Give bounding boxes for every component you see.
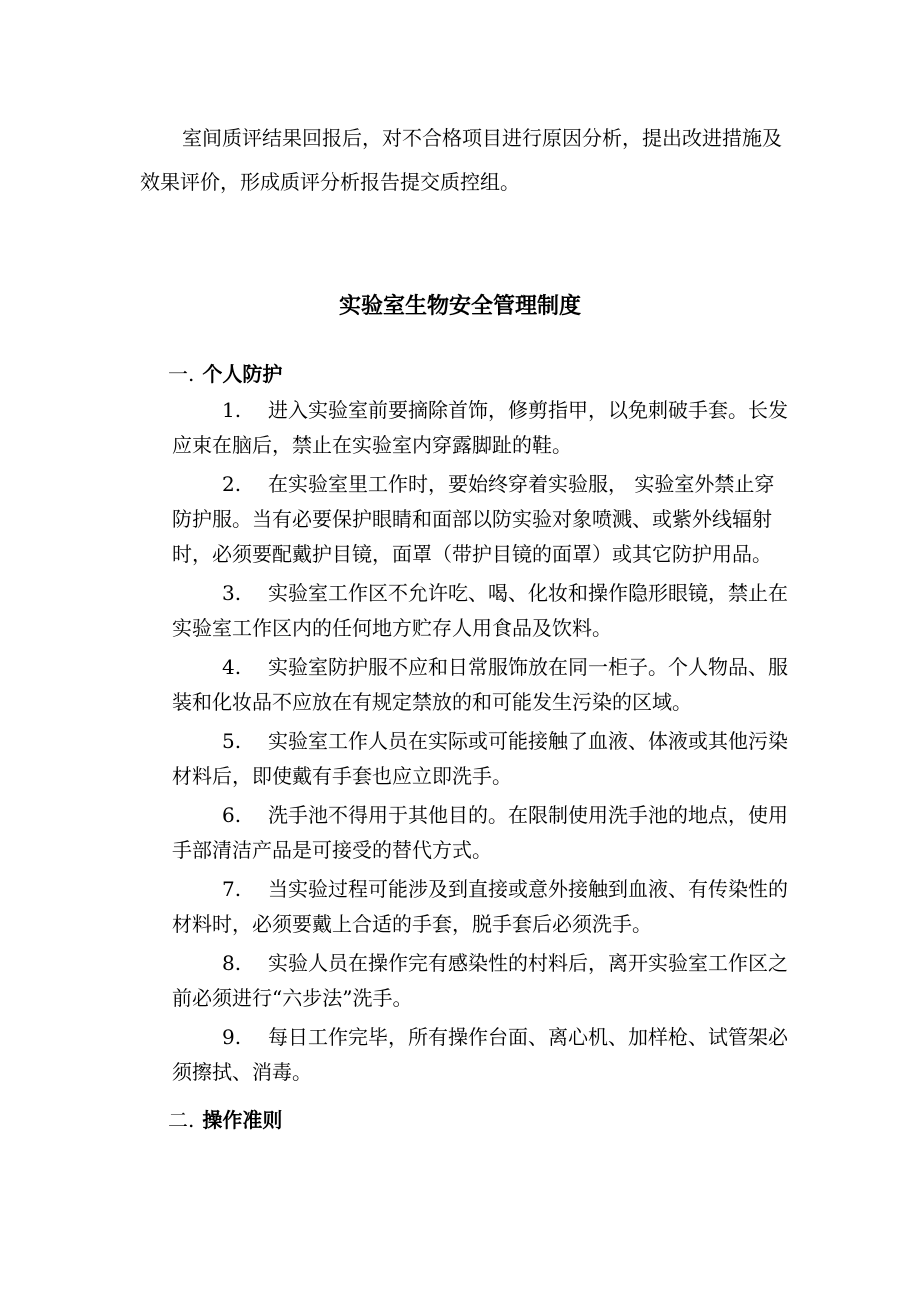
item-text: 每日工作完毕，所有操作台面、离心机、加样枪、试管架必须擦拭、消毒。 [172,1025,788,1084]
item-number: 2. [222,472,242,496]
item-text: 当实验过程可能涉及到直接或意外接触到血液、有传染性的材料时，必须要戴上合适的手套，脱手套后必须洗手。 [172,877,788,936]
list-item [172,872,794,942]
intro-text: 室间质评结果回报后，对不合格项目进行原因分析，提出改进措施及效果评价，形成质评分析报告提交质控组。 [140,126,782,194]
item-number: 3. [222,581,242,605]
item-number: 6. [222,803,242,827]
section-heading-text: 操作准则 [202,1108,283,1132]
item-number: 5. [222,729,242,753]
list-item [172,576,794,646]
list-item [172,724,794,794]
intro-paragraph [140,116,790,204]
item-text: 实验室防护服不应和日常服饰放在同一柜子。个人物品、服装和化妆品不应放在有规定禁放的和可能发生污染的区域。 [172,655,788,714]
item-text: 实验室工作人员在实际或可能接触了血液、体液或其他污染材料后，即使戴有手套也应立即洗手。 [172,729,788,788]
section-heading-text: 个人防护 [202,362,283,386]
list-item [172,946,794,1016]
item-text: 实验人员在操作完有感染性的村料后，离开实验室工作区之前必须进行“六步法”洗手。 [172,951,788,1010]
section-heading-personal-protection [168,358,282,390]
list-item [172,393,794,463]
item-number: 7. [222,877,242,901]
document-title: 实验室生物安全管理制度 [338,293,581,319]
section-number: 一. [168,362,195,386]
item-text: 实验室工作区不允许吃、喝、化妆和操作隐形眼镜，禁止在实验室工作区内的任何地方贮存人用食品及饮料。 [172,581,788,640]
personal-protection-list [172,393,794,1090]
section-number: 二. [168,1108,195,1132]
item-text: 进入实验室前要摘除首饰，修剪指甲，以免刺破手套。长发应束在脑后，禁止在实验室内穿露脚趾的鞋。 [172,398,788,457]
list-item [172,798,794,868]
item-text: 洗手池不得用于其他目的。在限制使用洗手池的地点，使用手部清洁产品是可接受的替代方式。 [172,803,788,862]
item-text: 在实验室里工作时，要始终穿着实验服， 实验室外禁止穿防护服。当有必要保护眼睛和面部以防实验对象喷溅、或紫外线辐射时，必须要配戴护目镜，面罩（带护目镜的面罩）或其它防护用品。 [172,472,775,566]
item-number: 8. [222,951,242,975]
item-number: 4. [222,655,242,679]
item-number: 1. [222,398,242,422]
list-item [172,1020,794,1090]
list-item [172,467,794,572]
item-number: 9. [222,1025,242,1049]
section-heading-operating-rules [168,1104,282,1136]
list-item [172,650,794,720]
